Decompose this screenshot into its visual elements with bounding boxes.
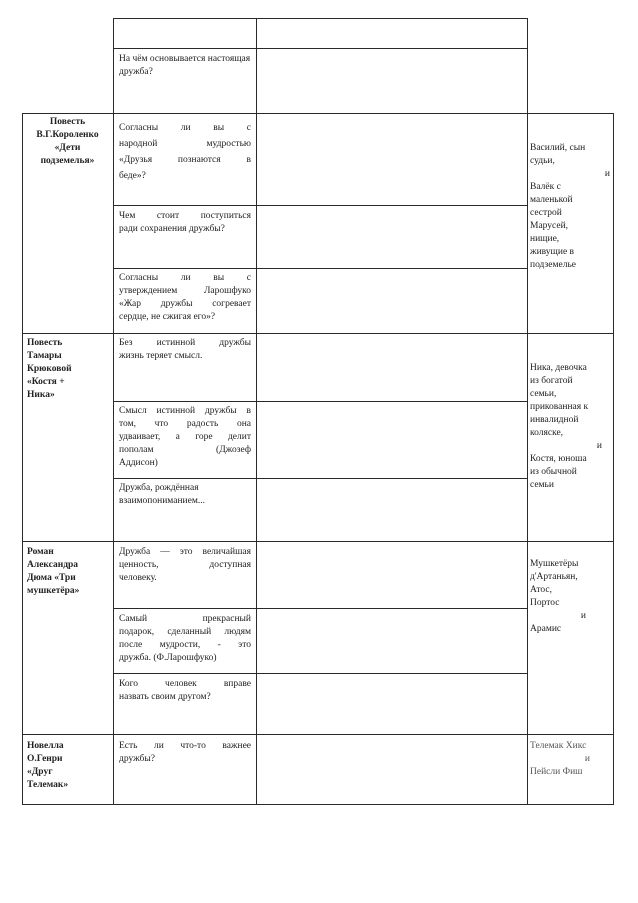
question-cell: Согласны ли вы с народной мудростью «Друзья познаются в беде»? bbox=[119, 123, 251, 181]
rule bbox=[22, 804, 614, 805]
characters-cell: Василий, сын судьи, и Валёк с маленькой сестрой Марусей, нищие, живущие в подземелье bbox=[530, 143, 610, 270]
rule bbox=[527, 18, 528, 805]
question-cell: Есть ли что-то важнее дружбы? bbox=[119, 741, 251, 764]
rule bbox=[113, 18, 527, 19]
question-cell: Согласны ли вы с утверждением Ларошфуко «Жар дружбы согревает сердце, не сжигая его»? bbox=[119, 273, 251, 322]
characters-cell: Телемак Хикс и Пейсли Фиш bbox=[530, 741, 590, 777]
question-cell: Дружба — это величайшая ценность, доступная человеку. bbox=[119, 547, 251, 583]
work-title: Роман Александра Дюма «Три мушкетёра» bbox=[27, 547, 80, 596]
work-title: Повесть В.Г.Короленко «Дети подземелья» bbox=[36, 117, 99, 166]
question-cell: Самый прекрасный подарок, сделанный людям после мудрости, - это дружба. (Ф.Ларошфуко) bbox=[119, 614, 251, 663]
rule bbox=[22, 734, 614, 735]
rule bbox=[113, 205, 527, 206]
question-cell: Дружба, рождённая взаимопониманием... bbox=[119, 483, 205, 506]
work-title: Повесть Тамары Крюковой «Костя + Ника» bbox=[27, 338, 72, 400]
rule bbox=[113, 401, 527, 402]
rule bbox=[22, 333, 614, 334]
question-cell: Смысл истинной дружбы в том, что радость она удваивает, а горе делит пополам (Джозеф Аддисон) bbox=[119, 406, 251, 468]
rule bbox=[113, 268, 527, 269]
rule bbox=[113, 48, 527, 49]
rule bbox=[113, 18, 114, 805]
work-title: Новелла О.Генри «Друг Телемак» bbox=[27, 741, 69, 790]
question-cell: Кого человек вправе назвать своим другом? bbox=[119, 679, 251, 702]
question-cell: Без истинной дружбы жизнь теряет смысл. bbox=[119, 338, 251, 361]
rule bbox=[113, 478, 527, 479]
rule bbox=[256, 18, 257, 805]
question-cell: На чём основывается настоящая дружба? bbox=[119, 54, 251, 77]
rule bbox=[22, 113, 23, 805]
rule bbox=[613, 113, 614, 805]
characters-cell: Ника, девочка из богатой семьи, прикованная к инвалидной коляске, и Костя, юноша из обычной семьи bbox=[530, 363, 602, 490]
characters-cell: Мушкетёры д'Артаньян, Атос, Портос и Арамис bbox=[530, 559, 586, 634]
rule bbox=[113, 673, 527, 674]
rule bbox=[22, 113, 614, 114]
question-cell: Чем стоит поступиться ради сохранения дружбы? bbox=[119, 211, 251, 234]
rule bbox=[22, 541, 614, 542]
rule bbox=[113, 608, 527, 609]
